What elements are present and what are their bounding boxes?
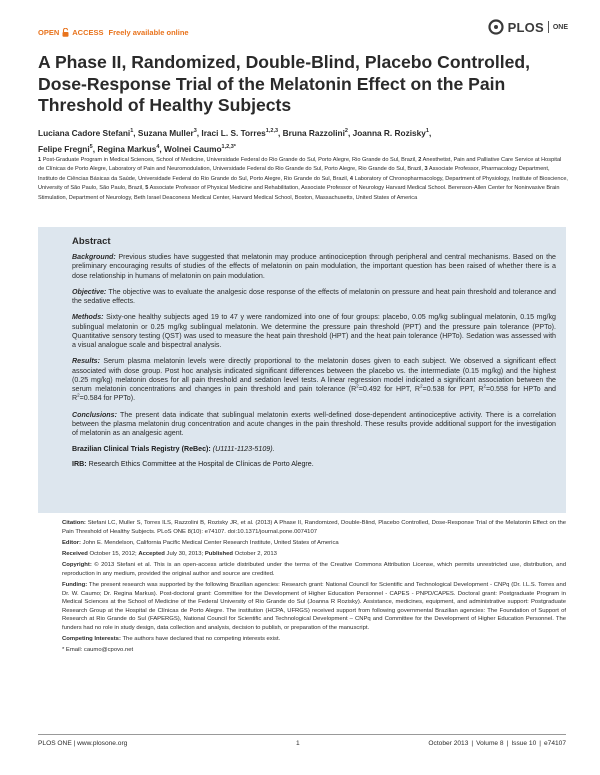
footer-journal-site: PLOS ONE | www.plosone.org [38, 740, 128, 747]
irb-statement: IRB: Research Ethics Committee at the Hospital de Clínicas de Porto Alegre. [72, 459, 314, 468]
open-lock-icon [62, 28, 69, 37]
footer-site-link[interactable]: www.plosone.org [77, 740, 128, 747]
abstract-results: Results: Serum plasma melatonin levels were directly proportional to the melatonin doses given to each subject. We observed a significant effect associated with dose group. Post hoc analysis indicated significant differences between the placebo vs. the intermediate (0.15 mg/kg) and the highest (0.25 mg/kg) melatonin doses for all pain threshold and sedation level tests. A linear regression model indicated a significant association between the serum melatonin concentrations and changes in pain threshold and pain tolerance ($R^2=0.492$ for HPT, $R^2=0.538$ for PPT, $R^2=0.558$ for HPTo and $R^2=0.584$ for PPTo). [72, 357, 556, 403]
plos-logo-icon [488, 19, 504, 35]
footer-page-number: 1 [296, 740, 300, 747]
citation: Citation: Stefani LC, Muller S, Torres ILS, Razzolini B, Rozisky JR, et al. (2013) A Phase II, Randomized, Double-Blind, Placebo Controlled, Dose-Response Trial of the Melatonin Effect on the Pain Threshold of Healthy Subjects. PLoS ONE 8(10): e74107. doi:10.1371/journal.pone.0074107 [62, 520, 566, 535]
open-access-banner [38, 28, 189, 37]
footer-issue-info: October 2013 | Volume 8 | Issue 10 | e74107 [428, 740, 566, 747]
abstract-objective: Objective: The objective was to evaluate the analgesic dose response of the effects of melatonin on pressure and heat pain threshold and tolerance and the sedative effects. [72, 287, 557, 305]
copyright: Copyright: © 2013 Stefani et al. This is an open-access article distributed under the terms of the Creative Commons Attribution License, which permits unrestricted use, distribution, and reproduction in any medium, provided the original author and source are credited. [62, 562, 566, 577]
trial-registry: Brazilian Clinical Trials Registry (ReBec): (U1111-1123-5109). [72, 445, 275, 454]
author: Regina Markus$^4$ [97, 144, 160, 154]
logo-divider [548, 21, 549, 33]
editor: Editor: John E. Mendelson, California Pacific Medical Center Research Institute, United States of America [62, 539, 339, 546]
journal-name: ONE [552, 23, 568, 31]
abstract-conclusions: Conclusions: The present data indicate that sublingual melatonin exerts well-defined dose-dependent antinociceptive activity. There is a correlation between the plasma melatonin drug concentration and acute changes in the pain threshold. These results provide additional support for the investigation of melatonin as an analgesic agent. [72, 410, 556, 437]
corresponding-email[interactable]: * Email: caumo@cpovo.net [62, 647, 134, 654]
article-title: A Phase II, Randomized, Double-Blind, Placebo Controlled, Dose-Response Trial of the Melatonin Effect on the Pain Threshold of Healthy Subjects [38, 52, 531, 115]
oa-free-text: Freely available online [108, 28, 189, 37]
author: Luciana Cadore Stefani$^1$ [38, 128, 134, 138]
abstract-background: Background: Previous studies have suggested that melatonin may produce antinociception through peripheral and central mechanisms. Based on the preliminary encouraging results of studies of the effects of melatonin on pain modulation, the important question has been raised of whether there is a dose relationship in humans of melatonin on pain modulation. [72, 253, 556, 280]
author: Wolnei Caumo$^{1,2,3*}$ [164, 144, 236, 154]
plos-wordmark: PLOS [507, 19, 544, 35]
author: Felipe Fregni$^5$ [38, 144, 93, 154]
dates: Received October 15, 2012; Accepted July 30, 2013; Published October 2, 2013 [62, 550, 277, 557]
article-info [62, 519, 566, 657]
oa-open-text: OPEN [38, 28, 60, 37]
author-list: Luciana Cadore Stefani$^1$, Suzana Muller$^3$, Iraci L. S. Torres$^{1,2,3}$, Bruna Razzolini$^2$, Joanna R. Rozisky$^1$, Felipe Fregni$^5$, Regina Markus$^4$, Wolnei Caumo$^{1,2,3*}$ [38, 128, 432, 154]
author: Iraci L. S. Torres$^{1,2,3}$ [201, 128, 279, 138]
footer-divider [38, 734, 566, 735]
author: Joanna R. Rozisky$^1$ [352, 128, 429, 138]
author: Suzana Muller$^3$ [137, 128, 197, 138]
oa-access-text: ACCESS [72, 28, 104, 37]
abstract-heading: Abstract [72, 236, 111, 247]
abstract-methods: Methods: Sixty-one healthy subjects aged 19 to 47 y were randomized into one of four groups: placebo, 0.05 mg/kg sublingual melatonin, 0.15 mg/kg sublingual melatonin or 0.25 mg/kg sublingual melatonin. We determine the pressure pain threshold (PPT) and the pressure pain tolerance (PPTo). Quantitative sensory testing (QST) was used to measure the heat pain threshold (HPT) and the heat pain tolerance (HPTo). Sedation was assessed with a visual analogue scale and bispectral analysis. [72, 313, 556, 349]
affiliations: 1 Post-Graduate Program in Medical Sciences, School of Medicine, Universidade Federal do Rio Grande do Sul, Porto Alegre, Rio Grande do Sul, Brazil, 2 Anesthetist, Pain and Palliative Care Service at Hospital de Clínicas de Porto Alegre, Laboratory of Pain and Neuromodulation, Universidade Federal do Rio Grande do Sul, Porto Alegre, Rio Grande do Sul, Brazil, 3 Associate Professor, Pharmacology Department, Instituto de Ciências Básicas da Saúde, Universidade Federal do Rio Grande do Sul, Porto Alegre, Rio Grande do Sul, Brazil, 4 Laboratory of Chronopharmacology, Department of Physiology, Institute of Bioscience, University of São Paulo, São Paulo, Brazil, 5 Associate Professor of Physical Medicine and Rehabilitation, Associate Professor of Neurology Harvard Medical School. Berenson-Allen Center for Noninvasive Brain Stimulation, Department of Neurology, Beth Israel Deaconess Medical Center, Harvard Medical School, Boston, Massachusetts, United States of America [38, 157, 568, 201]
plos-one-logo [488, 19, 568, 35]
abstract-box [38, 227, 566, 513]
funding: Funding: The present research was supported by the following Brazilian agencies: Research grant: National Council for Scientific and Technological Development - CNPq (Dr. I.L.S. Torres and Dr. W. Caumo; Dr. Regina Markus). Post-doctoral grant: Committee for the Development of Higher Education Personnel - CAPES - PNPD/CAPES. Doctoral grant: Postgraduate Program in Medical Sciences at the School of Medicine of the Federal University of Rio Grande do Sul (Joanna R Rozisky). Assistance, medicines, equipment, and administrative support: Postgraduate Research Group at the Hospital de Clínicas de Porto Alegre. The institution (HCPA, UFRGS) received support from following governmental Brazilian agencies: The Foundation of Support of Research at Rio Grande do Sul (FAPERGS), National Council for Scientific and Technological Development – CNPq and Committee for the Development of Higher Education Personnel. The funders had no role in study design, data collection and analysis, decision to publish, or preparation of the manuscript. [62, 581, 567, 631]
competing-interests: Competing Interests: The authors have declared that no competing interests exist. [62, 636, 281, 643]
author: Bruna Razzolini$^2$ [282, 128, 348, 138]
